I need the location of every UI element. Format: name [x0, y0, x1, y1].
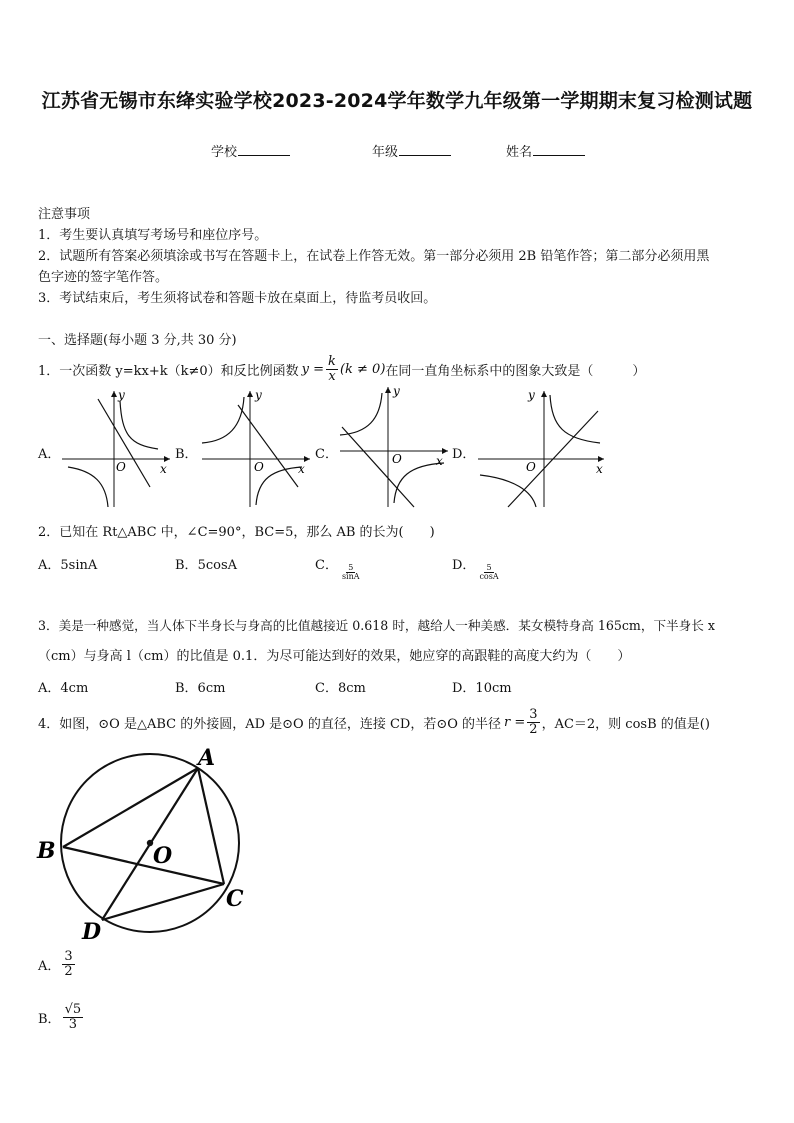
q1-option-d[interactable]: D．	[452, 447, 476, 462]
axis-x-label: x	[596, 462, 603, 476]
origin-label: O	[526, 460, 536, 474]
option-letter: B．	[38, 1011, 61, 1027]
frac-num: 5	[348, 563, 354, 572]
note-item: 3．考试结束后，考生须将试卷和答题卡放在桌面上，待监考员收回。	[38, 291, 437, 306]
frac-den: 3	[68, 1016, 77, 1032]
note-item: 2．试题所有答案必须填涂或书写在答题卡上，在试卷上作答无效。第一部分必须用 2B 铅笔作答；第二部分必须用黑	[38, 249, 710, 264]
axis-x-label: x	[436, 454, 443, 468]
graph-c	[336, 383, 452, 509]
note-item: 色字迹的签字笔作答。	[38, 270, 169, 285]
q3-option-d[interactable]: D．10cm	[452, 681, 512, 696]
point-b-label: B	[37, 838, 56, 864]
origin-label: O	[392, 452, 402, 466]
axis-y-label: y	[118, 388, 125, 402]
question-3-line1: 3．美是一种感觉，当人体下半身长与身高的比值越接近 0.618 时，越给人一种美感．某女模特身高 165cm，下半身长 x	[38, 618, 715, 633]
frac-den: 2	[64, 963, 73, 979]
question-1	[38, 353, 645, 385]
axis-x-label: x	[160, 462, 167, 476]
point-a-label: A	[198, 745, 216, 771]
q4-frac-den: 2	[529, 721, 538, 737]
q1-frac-num: k	[328, 353, 336, 369]
q3-option-a[interactable]: A．4cm	[38, 681, 89, 696]
notes-heading: 注意事项	[38, 207, 91, 222]
question-2: 2．已知在 Rt△ABC 中，∠C=90°，BC=5，那么 AB 的长为( )	[38, 525, 435, 540]
frac-den: sinA	[341, 572, 360, 582]
q4-r-eq: r =	[504, 714, 526, 730]
frac-num: √5	[64, 1002, 82, 1017]
question-3-line2: （cm）与身高 l（cm）的比值是 0.1．为尽可能达到好的效果，她应穿的高跟鞋的高度大约为（ ）	[38, 649, 631, 664]
q4-frac-num: 3	[529, 706, 538, 722]
axis-x-label: x	[298, 462, 305, 476]
graph-d	[474, 387, 608, 509]
q4-suffix: ，AC＝2，则 cosB 的值是()	[541, 716, 710, 732]
page-title: 江苏省无锡市东绛实验学校2023-2024学年数学九年级第一学期期末复习检测试题	[41, 90, 753, 112]
note-item: 1．考生要认真填写考场号和座位序号。	[38, 228, 268, 243]
option-letter: A．	[38, 558, 61, 573]
option-fraction	[477, 564, 500, 582]
q3-option-b[interactable]: B．6cm	[175, 681, 226, 696]
graph-b	[198, 387, 314, 509]
q2-option-d[interactable]	[452, 554, 503, 582]
school-blank[interactable]	[238, 143, 290, 156]
q2-option-c[interactable]	[315, 554, 364, 582]
school-label: 学校	[211, 145, 238, 160]
grade-field[interactable]	[372, 141, 451, 160]
school-field[interactable]	[211, 141, 290, 160]
q1-prefix: 1．一次函数 y=kx+k（k≠0）和反比例函数	[38, 363, 299, 379]
option-letter: C．	[315, 558, 338, 573]
axis-y-label: y	[393, 384, 400, 398]
q1-option-c[interactable]: C．	[315, 447, 338, 462]
option-fraction	[63, 1003, 84, 1031]
frac-den: cosA	[479, 572, 499, 582]
origin-label: O	[116, 460, 126, 474]
grade-blank[interactable]	[399, 143, 451, 156]
q2-option-b[interactable]	[175, 554, 237, 573]
q1-fraction	[326, 355, 338, 383]
circle-figure	[32, 742, 262, 948]
grade-label: 年级	[372, 145, 399, 160]
name-label: 姓名	[506, 145, 533, 160]
origin-label: O	[254, 460, 264, 474]
q1-condition: (k ≠ 0)	[339, 361, 386, 377]
name-blank[interactable]	[533, 143, 585, 156]
q4-fraction	[527, 708, 539, 736]
option-fraction	[340, 564, 362, 582]
option-letter: D．	[452, 558, 476, 573]
q1-frac-den: x	[328, 368, 336, 384]
option-text: 5sinA	[60, 558, 98, 573]
q1-option-a[interactable]: A．	[38, 447, 61, 462]
q1-y-eq: y =	[301, 361, 325, 377]
option-letter: B．	[175, 558, 198, 573]
q1-option-b[interactable]: B．	[175, 447, 198, 462]
q3-option-c[interactable]: C．8cm	[315, 681, 366, 696]
point-d-label: D	[82, 919, 102, 945]
q4-option-b[interactable]	[38, 1003, 85, 1031]
q2-option-a[interactable]	[38, 554, 97, 573]
frac-num: 5	[486, 563, 492, 572]
option-text: 5cosA	[197, 558, 238, 573]
option-letter: A．	[38, 958, 61, 974]
name-field[interactable]	[506, 141, 585, 160]
question-4	[38, 703, 710, 741]
point-o-label: O	[153, 843, 173, 869]
q4-option-a[interactable]	[38, 950, 77, 978]
axis-y-label: y	[528, 388, 535, 402]
axis-y-label: y	[255, 388, 262, 402]
point-c-label: C	[226, 886, 244, 912]
frac-num: 3	[64, 949, 73, 964]
q4-prefix: 4．如图，⊙O 是△ABC 的外接圆，AD 是⊙O 的直径，连接 CD，若⊙O 的半径	[38, 716, 502, 732]
option-fraction	[62, 950, 74, 978]
section-heading: 一、选择题(每小题 3 分,共 30 分)	[38, 333, 237, 348]
graph-a	[58, 387, 174, 509]
q1-suffix: 在同一直角坐标系中的图象大致是（ ）	[385, 363, 646, 379]
